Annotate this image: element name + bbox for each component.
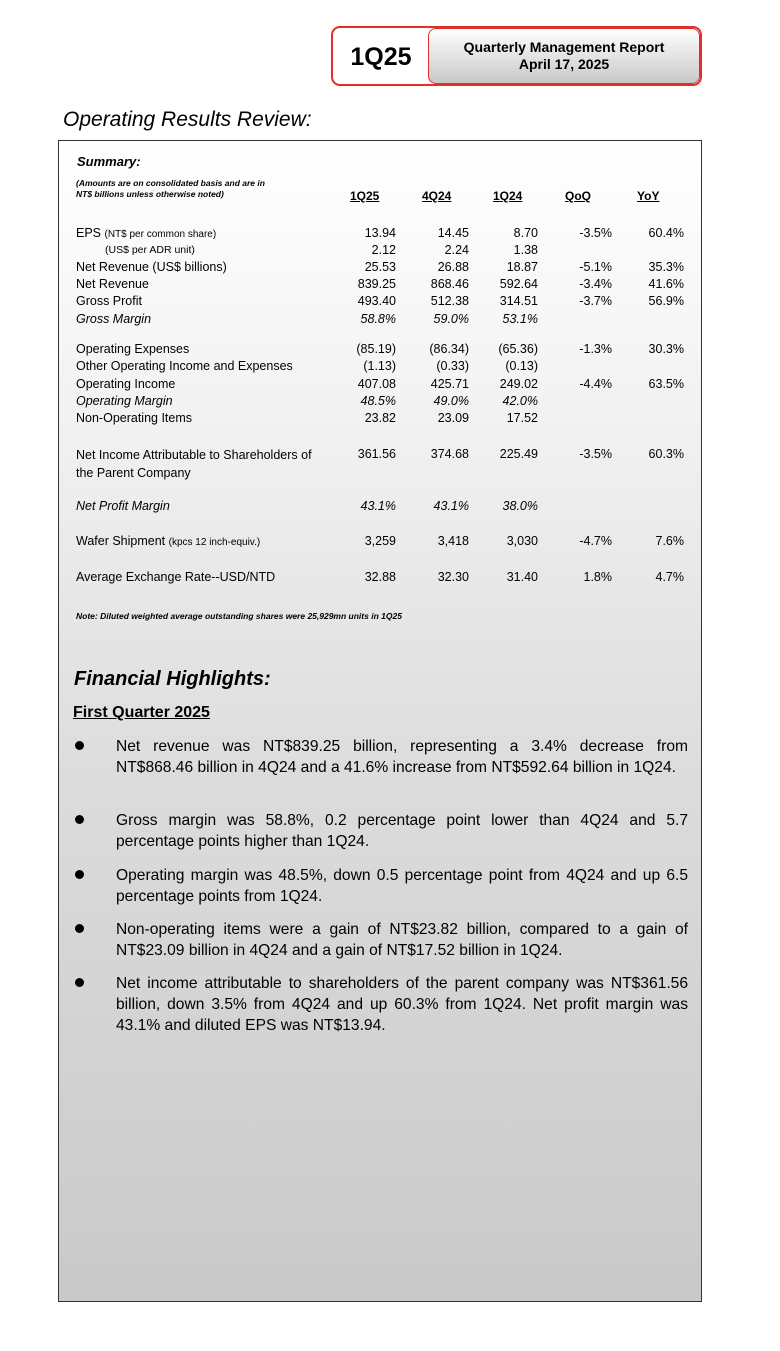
table-cell-1q24: (0.13) (505, 359, 538, 373)
table-row-label: Gross Profit (76, 294, 142, 308)
table-cell-4q24: 32.30 (437, 570, 469, 584)
col-header-1q25: 1Q25 (350, 189, 380, 203)
table-row-label: Wafer Shipment (kpcs 12 inch-equiv.) (76, 534, 261, 548)
table-cell-1q25: 2.12 (371, 243, 396, 257)
table-cell-1q24: 225.49 (499, 447, 538, 461)
table-row-label: EPS (NT$ per common share) (76, 226, 217, 240)
table-cell-1q24: 1.38 (513, 243, 538, 257)
table-cell-4q24: 43.1% (433, 499, 469, 513)
highlights-title: Financial Highlights: (74, 668, 271, 690)
bullet-icon (75, 924, 84, 933)
bullet-icon (75, 741, 84, 750)
table-cell-qoq: -3.5% (579, 226, 612, 240)
table-cell-yoy: 4.7% (655, 570, 684, 584)
col-header-4q24: 4Q24 (422, 189, 452, 203)
table-cell-4q24: 374.68 (430, 447, 469, 461)
table-cell-1q25: 839.25 (357, 277, 396, 291)
table-cell-1q25: 25.53 (364, 260, 396, 274)
table-cell-yoy: 63.5% (648, 377, 684, 391)
table-cell-yoy: 60.4% (648, 226, 684, 240)
table-cell-4q24: 512.38 (430, 294, 469, 308)
table-cell-1q24: 38.0% (502, 499, 538, 513)
report-title: Quarterly Management Report (463, 39, 665, 55)
report-date: April 17, 2025 (518, 56, 610, 72)
table-cell-1q25: 43.1% (360, 499, 396, 513)
table-cell-yoy: 35.3% (648, 260, 684, 274)
section-title: Operating Results Review: (63, 108, 312, 131)
table-cell-1q25: 13.94 (364, 226, 396, 240)
table-cell-yoy: 41.6% (648, 277, 684, 291)
table-cell-1q24: 42.0% (502, 394, 538, 408)
col-header-1q24: 1Q24 (493, 189, 523, 203)
table-cell-4q24: 23.09 (437, 411, 469, 425)
table-row-label: (US$ per ADR unit) (105, 244, 195, 256)
table-cell-qoq: -4.7% (579, 534, 612, 548)
table-cell-1q24: 3,030 (506, 534, 538, 548)
bullet-icon (75, 870, 84, 879)
table-row-label: Other Operating Income and Expenses (76, 359, 293, 373)
table-cell-4q24: 14.45 (437, 226, 469, 240)
table-cell-1q24: (65.36) (498, 342, 538, 356)
table-cell-1q25: 48.5% (360, 394, 396, 408)
table-row-label: Non-Operating Items (76, 411, 193, 425)
report-title-box (428, 28, 700, 84)
table-cell-yoy: 7.6% (655, 534, 684, 548)
summary-note: (Amounts are on consolidated basis and are in NT$ billions unless otherwise noted) (76, 178, 265, 199)
table-row-label: Gross Margin (76, 312, 152, 326)
quarter-code: 1Q25 (350, 42, 412, 71)
list-item: Operating margin was 48.5%, down 0.5 percentage point from 4Q24 and up 6.5 percentage points from 1Q24. (116, 867, 688, 905)
table-cell-1q25: 3,259 (364, 534, 396, 548)
list-item: Net revenue was NT$839.25 billion, representing a 3.4% decrease from NT$868.46 billion in 4Q24 and a 41.6% increase from NT$592.64 billion in 1Q24. (116, 738, 688, 776)
table-cell-4q24: 868.46 (430, 277, 469, 291)
table-cell-4q24: 49.0% (433, 394, 469, 408)
table-row-label: Net Income Attributable to Shareholders of the Parent Company (76, 448, 312, 480)
list-item: Net income attributable to shareholders of the parent company was NT$361.56 billion, down 3.5% from 4Q24 and up 60.3% from 1Q24. Net profit margin was 43.1% and diluted EPS was NT$13.94. (116, 975, 688, 1034)
table-cell-1q25: 361.56 (357, 447, 396, 461)
table-cell-4q24: (86.34) (429, 342, 469, 356)
table-cell-1q25: 32.88 (364, 570, 396, 584)
table-cell-qoq: -3.4% (579, 277, 612, 291)
table-cell-qoq: -3.5% (579, 447, 612, 461)
table-cell-1q24: 53.1% (502, 312, 538, 326)
table-cell-4q24: (0.33) (436, 359, 469, 373)
table-row-label: Operating Income (76, 377, 176, 391)
table-cell-1q24: 31.40 (506, 570, 538, 584)
col-header-qoq: QoQ (565, 189, 591, 203)
table-cell-1q24: 17.52 (506, 411, 538, 425)
table-cell-qoq: -1.3% (579, 342, 612, 356)
table-cell-4q24: 3,418 (437, 534, 469, 548)
table-cell-1q24: 8.70 (513, 226, 538, 240)
highlights-subtitle: First Quarter 2025 (73, 704, 210, 721)
table-cell-1q25: (85.19) (356, 342, 396, 356)
table-cell-qoq: -3.7% (579, 294, 612, 308)
list-item: Gross margin was 58.8%, 0.2 percentage point lower than 4Q24 and 5.7 percentage points higher than 1Q24. (116, 812, 688, 850)
table-row-label: Net Revenue (76, 277, 149, 291)
table-cell-qoq: -5.1% (579, 260, 612, 274)
list-item: Non-operating items were a gain of NT$23.82 billion, compared to a gain of NT$23.09 billion in 4Q24 and a gain of NT$17.52 billion in 1Q24. (116, 921, 688, 959)
table-cell-1q25: 58.8% (360, 312, 396, 326)
col-header-yoy: YoY (637, 189, 660, 203)
table-cell-1q24: 249.02 (499, 377, 538, 391)
table-row-label: Operating Margin (76, 394, 173, 408)
table-cell-qoq: 1.8% (583, 570, 612, 584)
table-cell-yoy: 60.3% (648, 447, 684, 461)
table-cell-yoy: 30.3% (648, 342, 684, 356)
table-cell-qoq: -4.4% (579, 377, 612, 391)
table-row-label: Net Revenue (US$ billions) (76, 260, 227, 274)
table-row-label: Operating Expenses (76, 342, 190, 356)
table-row-label: Average Exchange Rate--USD/NTD (76, 570, 276, 584)
table-cell-yoy: 56.9% (648, 294, 684, 308)
table-cell-1q25: 23.82 (364, 411, 396, 425)
table-cell-4q24: 2.24 (444, 243, 469, 257)
table-cell-4q24: 59.0% (433, 312, 469, 326)
table-cell-1q25: 407.08 (357, 377, 396, 391)
summary-title: Summary: (77, 154, 141, 169)
table-row-label: Net Profit Margin (76, 499, 170, 513)
summary-footnote: Note: Diluted weighted average outstanding shares were 25,929mn units in 1Q25 (76, 611, 402, 621)
table-cell-4q24: 26.88 (437, 260, 469, 274)
table-cell-1q25: (1.13) (363, 359, 396, 373)
table-cell-4q24: 425.71 (430, 377, 469, 391)
table-cell-1q24: 314.51 (499, 294, 538, 308)
bullet-icon (75, 815, 84, 824)
table-cell-1q24: 18.87 (506, 260, 538, 274)
table-cell-1q24: 592.64 (499, 277, 538, 291)
table-cell-1q25: 493.40 (357, 294, 396, 308)
bullet-icon (75, 978, 84, 987)
